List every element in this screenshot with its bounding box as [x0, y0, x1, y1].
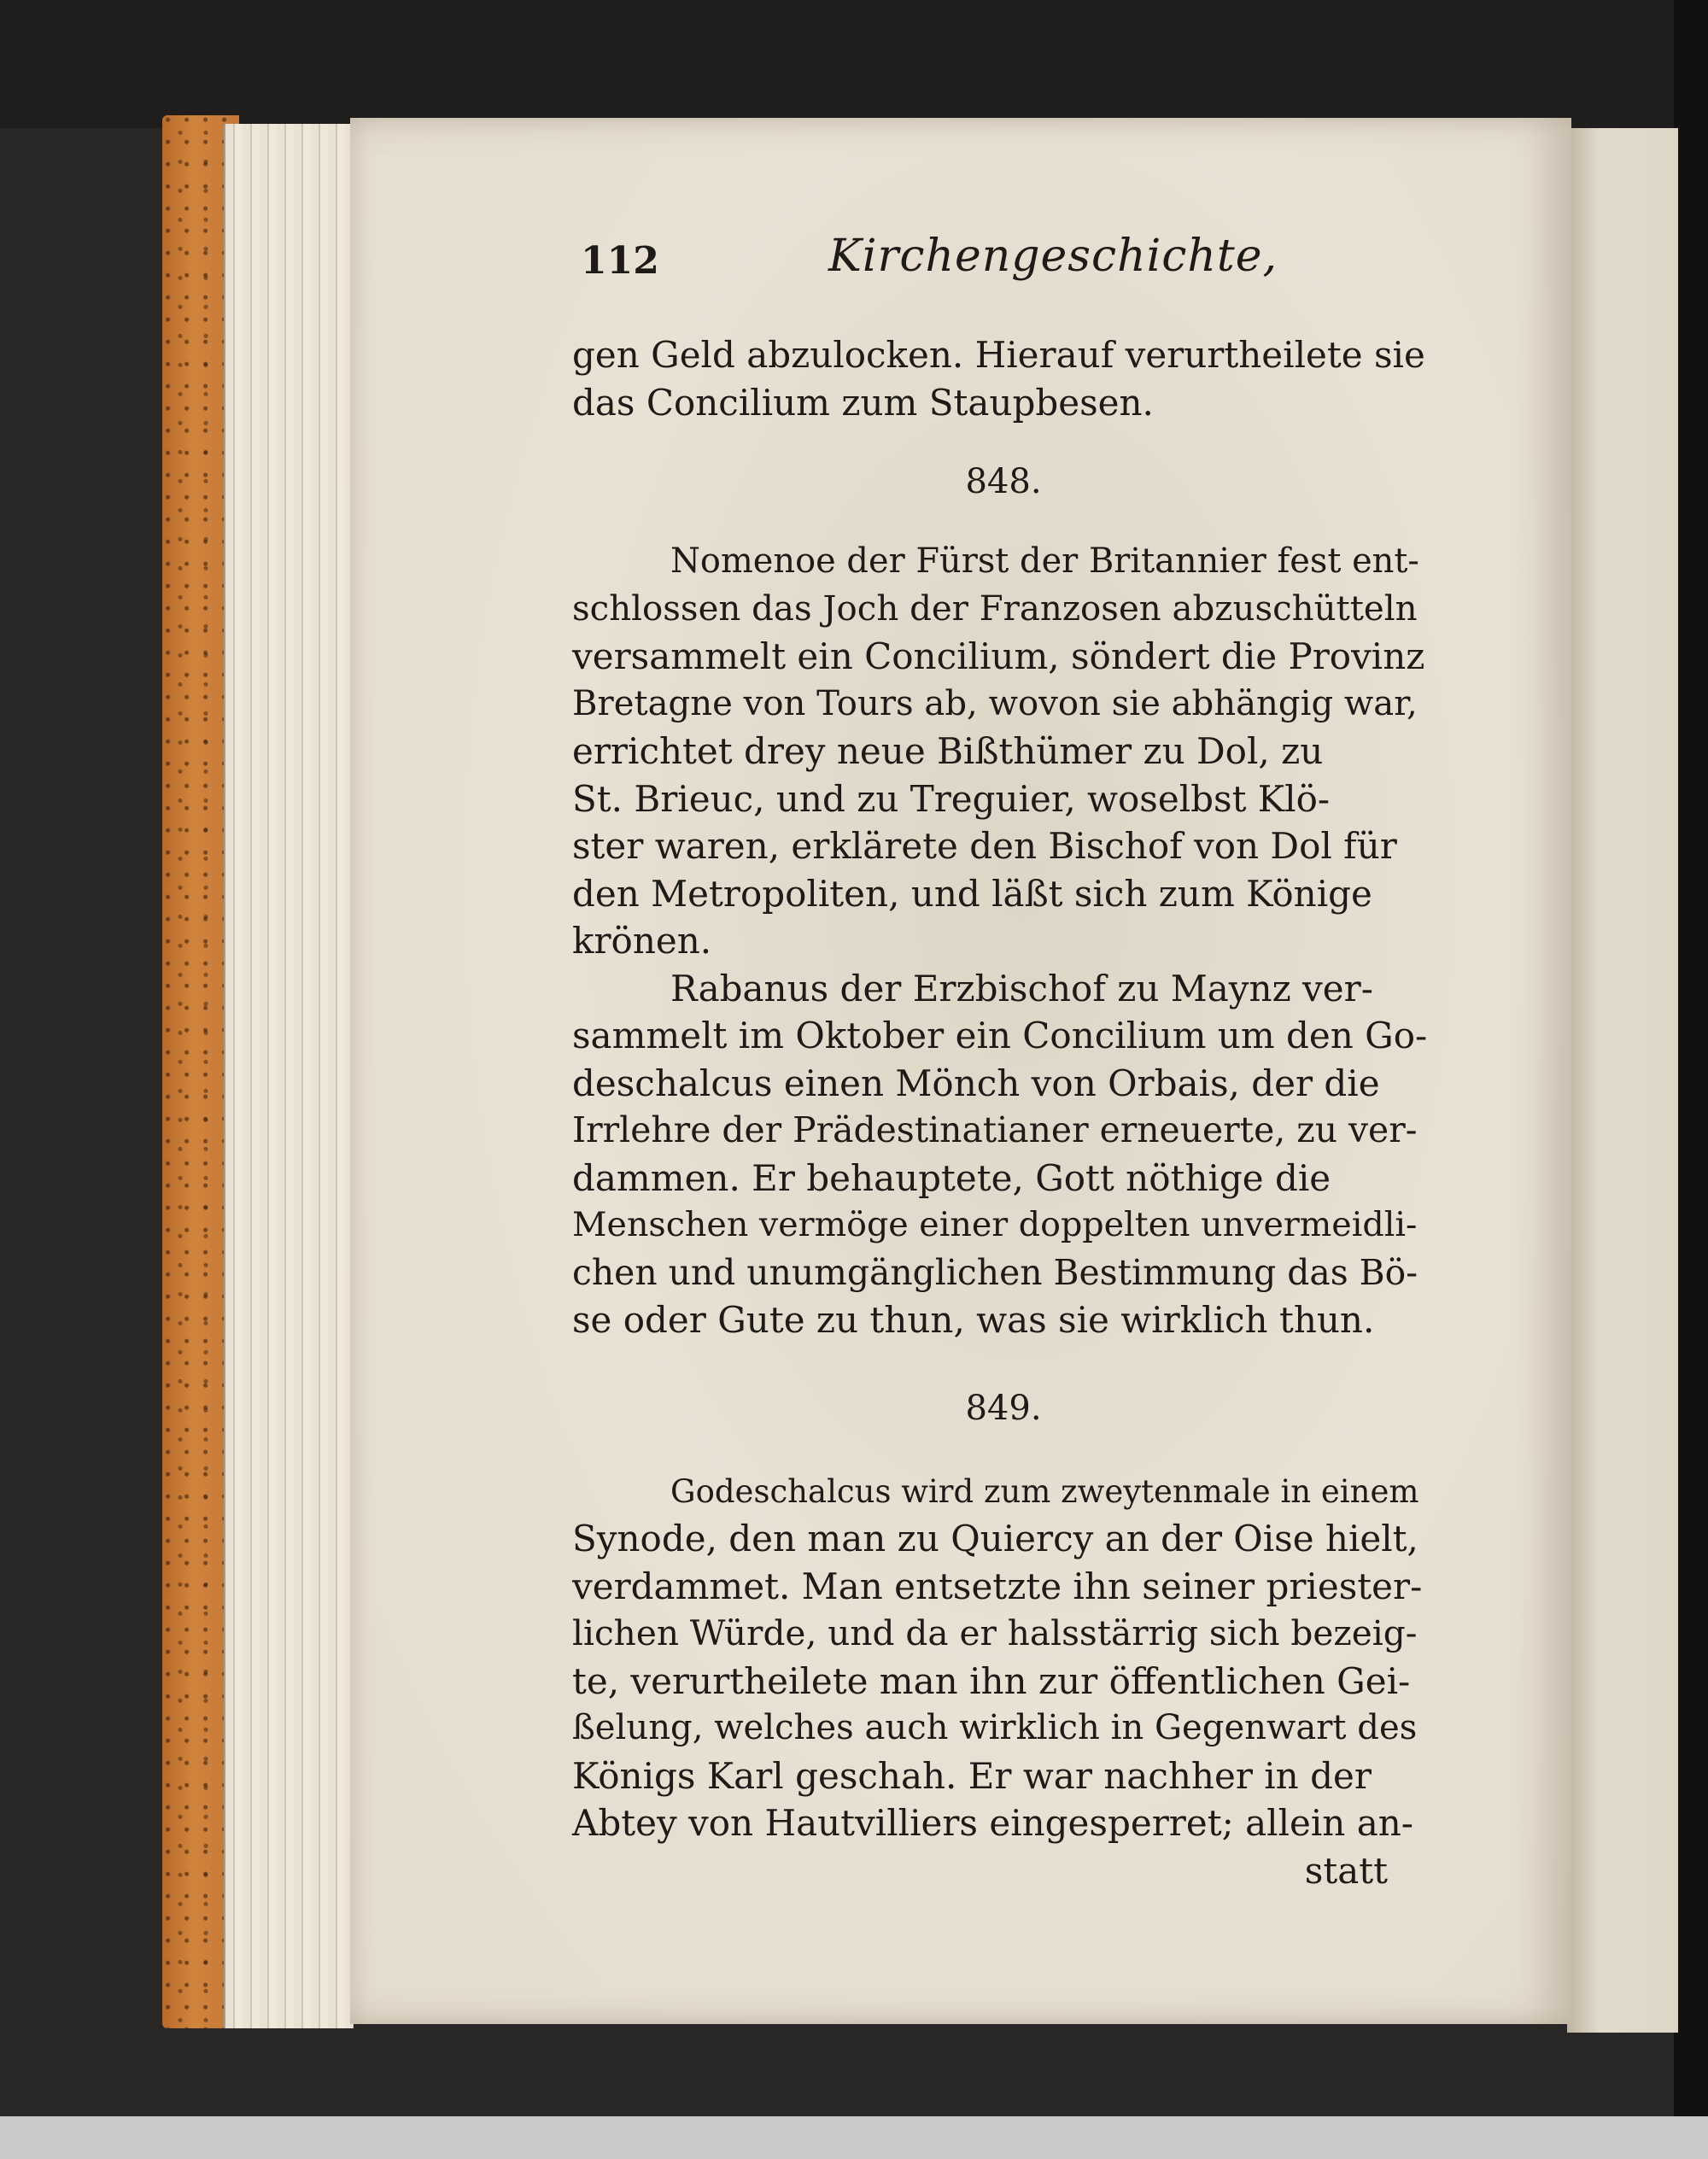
- text-line: lichen Würde, und da er halsstärrig sich bezeig-: [572, 1612, 1418, 1653]
- text-line: das Concilium zum Staupbesen.: [572, 381, 1154, 424]
- text-line: versammelt ein Concilium, söndert die Provinz: [572, 635, 1425, 677]
- text-line: dammen. Er behauptete, Gott nöthige die: [572, 1156, 1331, 1199]
- running-head: [572, 231, 1435, 290]
- text-line: Godeschalcus wird zum zweytenmale in einem: [670, 1472, 1419, 1510]
- running-title: Kirchengeschichte,: [828, 231, 1278, 282]
- text-line: Königs Karl geschah. Er war nachher in der: [572, 1754, 1372, 1797]
- text-line: den Metropoliten, und läßt sich zum Könige: [572, 872, 1372, 915]
- text-line: ster waren, erklärete den Bischof von Dol für: [572, 825, 1397, 867]
- year-heading: 848.: [965, 462, 1042, 501]
- text-line: krönen.: [572, 920, 712, 962]
- page-edges: [224, 124, 354, 2028]
- page-number: 112: [581, 239, 659, 283]
- text-line: Irrlehre der Prädestinatianer erneuerte, zu ver-: [572, 1109, 1418, 1150]
- text-line: deschalcus einen Mönch von Orbais, der die: [572, 1062, 1380, 1104]
- text-line: schlossen das Joch der Franzosen abzuschütteln: [572, 588, 1418, 629]
- text-line: errichtet drey neue Bißthümer zu Dol, zu: [572, 730, 1324, 772]
- text-line: Abtey von Hautvilliers eingesperret; allein an-: [572, 1802, 1413, 1844]
- text-line: Nomenoe der Fürst der Britannier fest ent-: [670, 541, 1419, 581]
- text-line: Synode, den man zu Quiercy an der Oise hielt,: [572, 1518, 1418, 1559]
- year-heading: 849.: [965, 1388, 1042, 1428]
- text-line: ßelung, welches auch wirklich in Gegenwart des: [572, 1708, 1418, 1747]
- backdrop-right: [1674, 0, 1708, 2116]
- viewer-footer-bar: [0, 2116, 1708, 2159]
- text-line: verdammet. Man entsetzte ihn seiner priester-: [572, 1565, 1423, 1607]
- text-line: chen und unumgänglichen Bestimmung das Bö-: [572, 1251, 1418, 1293]
- text-line: Rabanus der Erzbischof zu Maynz ver-: [670, 967, 1373, 1009]
- text-line: Menschen vermöge einer doppelten unvermeidli-: [572, 1205, 1418, 1244]
- facing-page: [1567, 128, 1678, 2033]
- text-line: Bretagne von Tours ab, wovon sie abhängig war,: [572, 683, 1418, 723]
- page-text: [572, 231, 1435, 1894]
- text-line: se oder Gute zu thun, was sie wirklich thun.: [572, 1299, 1375, 1341]
- catchword: statt: [1304, 1849, 1388, 1892]
- text-line: St. Brieuc, und zu Treguier, woselbst Klö-: [572, 777, 1331, 820]
- backdrop: [0, 0, 1708, 128]
- text-line: sammelt im Oktober ein Concilium um den Go-: [572, 1015, 1428, 1056]
- text-line: gen Geld abzulocken. Hierauf verurtheilete sie: [572, 334, 1425, 376]
- text-line: te, verurtheilete man ihn zur öffentlichen Gei-: [572, 1659, 1411, 1702]
